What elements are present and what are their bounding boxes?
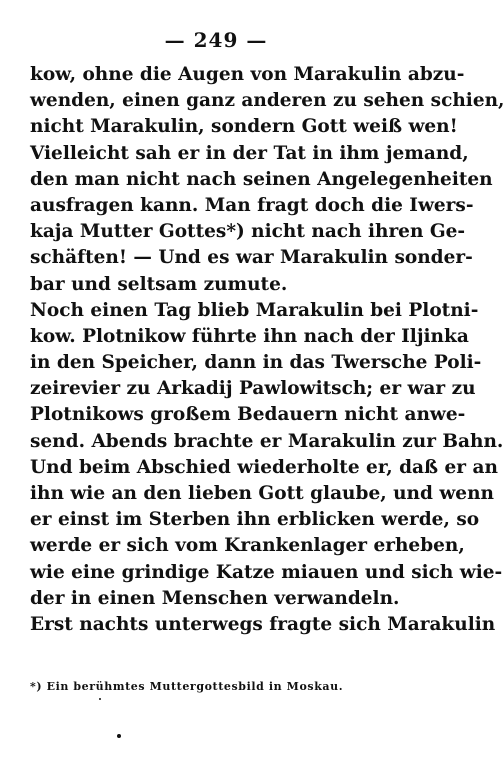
page-number: — 249 — <box>164 28 268 52</box>
text-line: send. Abends brachte er Marakulin zur Bahn. <box>30 430 504 452</box>
footnote: *) Ein berühmtes Muttergottesbild in Moskau. <box>30 680 344 693</box>
text-line: nicht Marakulin, sondern Gott weiß wen! <box>30 116 458 138</box>
text-line: Vielleicht sah er in der Tat in ihm jemand, <box>30 142 469 164</box>
text-line: Plotnikows großem Bedauern nicht anwe- <box>30 404 466 426</box>
text-line: in den Speicher, dann in das Twersche Poli- <box>30 352 482 374</box>
text-line: den man nicht nach seinen Angelegenheiten <box>30 168 493 190</box>
text-line: wenden, einen ganz anderen zu sehen schien, <box>30 90 504 112</box>
text-line: Noch einen Tag blieb Marakulin bei Plotni- <box>30 299 479 321</box>
ink-speck <box>117 734 121 738</box>
text-line: kow. Plotnikow führte ihn nach der Iljinka <box>30 325 469 347</box>
text-line: Und beim Abschied wiederholte er, daß er an <box>30 456 498 478</box>
text-line: ihn wie an den lieben Gott glaube, und wenn <box>30 483 494 504</box>
text-line: ausfragen kann. Man fragt doch die Iwers- <box>30 194 474 216</box>
ink-speck <box>99 698 101 700</box>
text-line: bar und seltsam zumute. <box>30 273 288 295</box>
text-line: wie eine grindige Katze miauen und sich wie- <box>30 561 503 583</box>
text-line: der in einen Menschen verwandeln. <box>30 587 400 609</box>
text-line: kaja Mutter Gottes*) nicht nach ihren Ge- <box>30 221 466 243</box>
text-line: er einst im Sterben ihn erblicken werde, so <box>30 509 480 531</box>
text-line: zeirevier zu Arkadij Pawlowitsch; er war zu <box>30 378 476 400</box>
text-line: schäften! — Und es war Marakulin sonder- <box>30 247 473 269</box>
body-text <box>30 62 504 638</box>
text-line: kow, ohne die Augen von Marakulin abzu- <box>30 64 465 85</box>
text-line: Erst nachts unterwegs fragte sich Marakulin <box>30 613 496 635</box>
text-line: werde er sich vom Krankenlager erheben, <box>30 535 465 557</box>
